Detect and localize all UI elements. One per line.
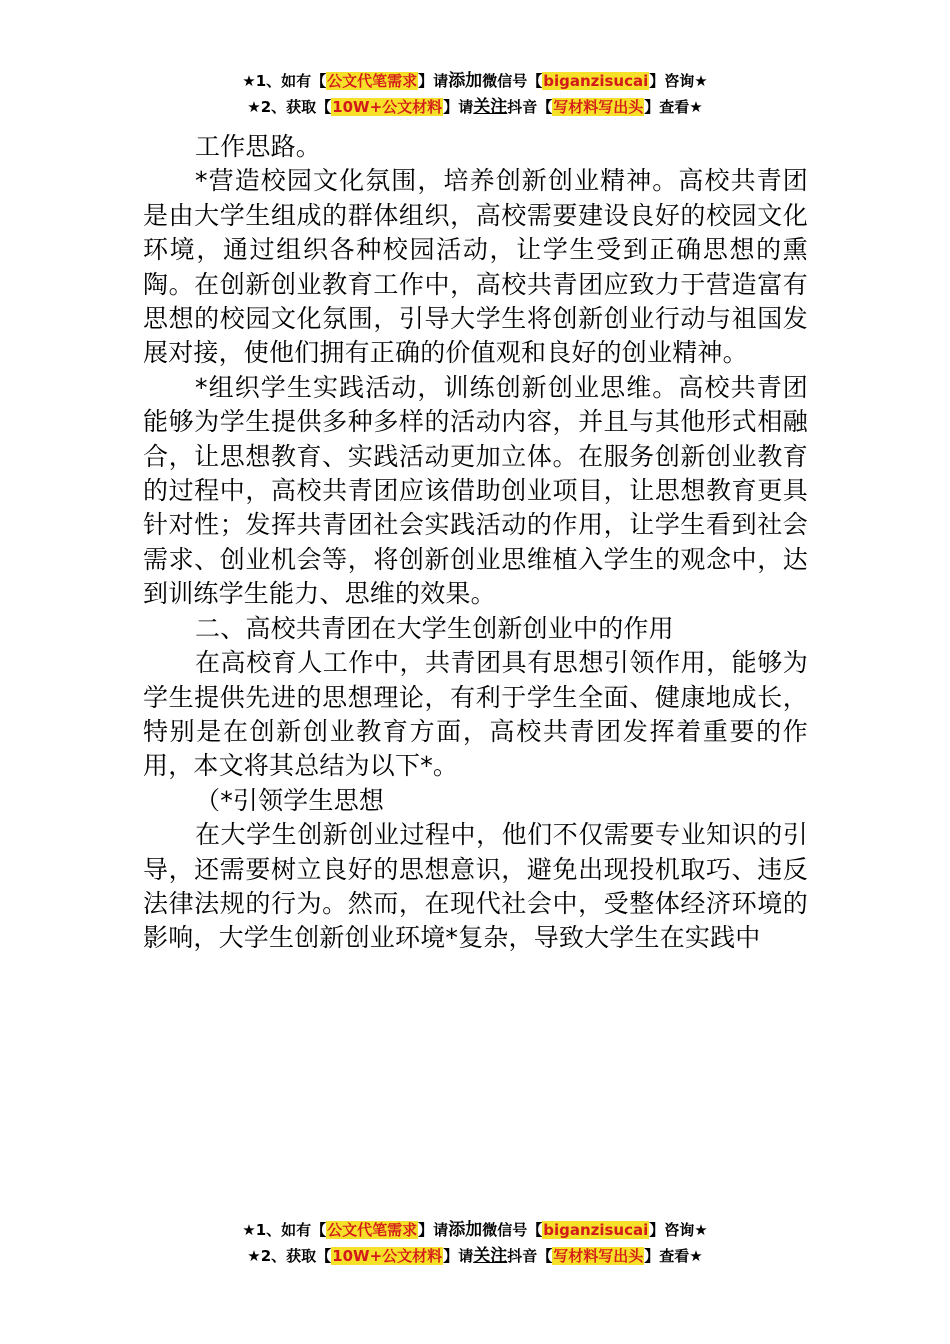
- highlight-douyin-account: 写材料写出头: [553, 1247, 644, 1265]
- highlight-materials: 10W+公文材料: [332, 98, 443, 116]
- banner-text: 微信号【: [482, 1221, 543, 1239]
- header-banner: [0, 68, 950, 120]
- emphasis-follow: 关注: [473, 97, 508, 117]
- banner-line-1: [0, 68, 950, 94]
- banner-line-2: [0, 94, 950, 120]
- banner-text: ★2、获取【: [247, 98, 332, 116]
- banner-text: 抖音【: [507, 1247, 553, 1265]
- banner-text: 】查看★: [644, 98, 703, 116]
- paragraph: 在大学生创新创业过程中，他们不仅需要专业知识的引导，还需要树立良好的思想意识，避免出现投机取巧、违反法律法规的行为。然而，在现代社会中，受整体经济环境的影响，大学生创新创业环境*复杂，导致大学生在实践中: [143, 820, 808, 953]
- document-body: [143, 130, 808, 956]
- banner-line-1: [0, 1217, 950, 1243]
- emphasis-follow: 关注: [473, 1246, 508, 1266]
- emphasis-add: 添加: [448, 71, 483, 91]
- highlight-service: 公文代笔需求: [327, 72, 418, 90]
- banner-text: 】咨询★: [649, 72, 708, 90]
- footer-banner: [0, 1217, 950, 1269]
- subsection-heading: （*引领学生思想: [195, 785, 385, 815]
- banner-text: 】请: [443, 98, 474, 116]
- banner-text: 】咨询★: [649, 1221, 708, 1239]
- paragraph: *组织学生实践活动，训练创新创业思维。高校共青团能够为学生提供多种多样的活动内容，并且与其他形式相融合，让思想教育、实践活动更加立体。在服务创新创业教育的过程中，高校共青团应该借助创业项目，让思想教育更具针对性；发挥共青团社会实践活动的作用，让学生看到社会需求、创业机会等，将创新创业思维植入学生的观念中，达到训练学生能力、思维的效果。: [143, 372, 808, 609]
- emphasis-add: 添加: [448, 1220, 483, 1240]
- banner-text: ★1、如有【: [242, 1221, 327, 1239]
- highlight-materials: 10W+公文材料: [332, 1247, 443, 1265]
- banner-text: 抖音【: [507, 98, 553, 116]
- highlight-douyin-account: 写材料写出头: [553, 98, 644, 116]
- section-heading: 二、高校共青团在大学生创新创业中的作用: [195, 613, 674, 643]
- banner-text: 】查看★: [644, 1247, 703, 1265]
- banner-text: ★2、获取【: [247, 1247, 332, 1265]
- banner-text: 微信号【: [482, 72, 543, 90]
- highlight-wechat-id: biganzisucai: [543, 1221, 649, 1239]
- highlight-wechat-id: biganzisucai: [543, 72, 649, 90]
- paragraph: 工作思路。: [195, 132, 322, 161]
- banner-line-2: [0, 1243, 950, 1269]
- paragraph: *营造校园文化氛围，培养创新创业精神。高校共青团是由大学生组成的群体组织，高校需要建设良好的校园文化环境，通过组织各种校园活动，让学生受到正确思想的熏陶。在创新创业教育工作中，高校共青团应致力于营造富有思想的校园文化氛围，引导大学生将创新创业行动与祖国发展对接，使他们拥有正确的价值观和良好的创业精神。: [143, 166, 808, 368]
- highlight-service: 公文代笔需求: [327, 1221, 418, 1239]
- banner-text: ★1、如有【: [242, 72, 327, 90]
- paragraph: 在高校育人工作中，共青团具有思想引领作用，能够为学生提供先进的思想理论，有利于学生全面、健康地成长，特别是在创新创业教育方面，高校共青团发挥着重要的作用，本文将其总结为以下*。: [143, 648, 808, 781]
- banner-text: 】请: [418, 72, 449, 90]
- banner-text: 】请: [418, 1221, 449, 1239]
- banner-text: 】请: [443, 1247, 474, 1265]
